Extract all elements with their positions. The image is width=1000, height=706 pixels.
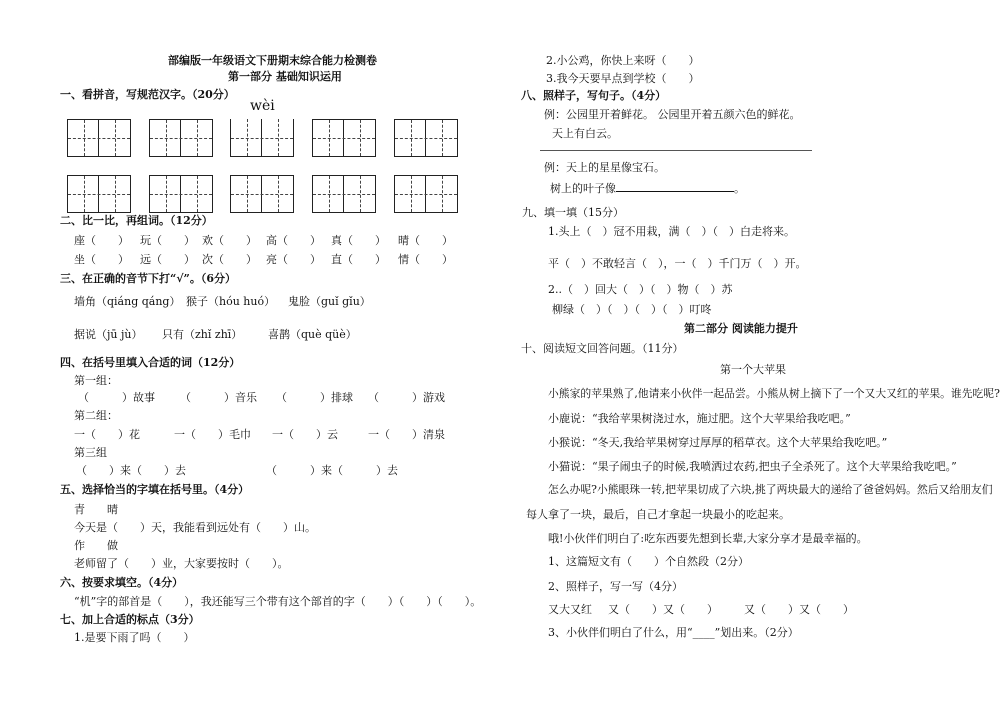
q2-heading: 二、比一比，再组词。（12分） — [60, 214, 213, 227]
q3-item: 喜鹊（què qüè） — [268, 328, 357, 341]
q4-item: 一（ ）云 — [272, 428, 338, 441]
q4-item: （ ）来（ ）去 — [76, 464, 186, 477]
q4-group-label: 第二组： — [74, 409, 118, 422]
q4-item: （ ）排球 — [276, 391, 353, 404]
q2-item: 真（ ） — [331, 234, 386, 247]
writing-grid[interactable] — [149, 175, 213, 213]
q3-item: 据说（jū jù） — [74, 328, 143, 341]
q4-item: （ ）来（ ）去 — [266, 464, 398, 477]
story-paragraph: 小猫说：“果子闹虫子的时候,我喷洒过农药,把虫子全杀死了。这个大苹果给我吃吧。” — [548, 460, 957, 473]
writing-grid[interactable] — [149, 119, 213, 157]
story-paragraph: 怎么办呢?小熊眼珠一转,把苹果切成了六块,挑了两块最大的递给了爸爸妈妈。然后又给朋友们 — [548, 483, 993, 496]
story-paragraph: 小猴说：“冬天,我给苹果树穿过厚厚的稻草衣。这个大苹果给我吃吧。” — [548, 436, 888, 449]
q10-question: 1、这篇短文有（ ）个自然段（2分） — [548, 555, 749, 568]
q9-item: 柳绿（ ）（ ）（ ）（ ）叮咚 — [552, 303, 712, 316]
q6-heading: 六、按要求填空。（4分） — [60, 576, 184, 589]
q8-example: 例：天上的星星像宝石。 — [544, 161, 665, 174]
writing-grid[interactable] — [67, 119, 131, 157]
q10-answer-example: 又大又红 — [548, 603, 592, 616]
q2-item: 次（ ） — [202, 253, 257, 266]
q2-item: 玩（ ） — [140, 234, 195, 247]
q2-item: 座（ ） — [74, 234, 129, 247]
q5-heading: 五、选择恰当的字填在括号里。（4分） — [60, 483, 250, 496]
q3-item: 猴子（hóu huó） — [186, 295, 276, 308]
q8-heading: 八、照样子，写句子。（4分） — [521, 89, 667, 102]
q3-item: 只有（zhǐ zhī） — [162, 328, 243, 341]
q4-item: 一（ ）花 — [74, 428, 140, 441]
q4-item: 一（ ）毛巾 — [174, 428, 251, 441]
writing-grid[interactable] — [394, 175, 458, 213]
q10-question: 2、照样子，写一写（4分） — [548, 580, 683, 593]
q10-answer-blank: 又（ ）又（ ） — [744, 603, 854, 616]
q5-word-choices: 青 晴 — [74, 503, 118, 516]
q2-item: 远（ ） — [140, 253, 195, 266]
story-paragraph: 小鹿说：“我给苹果树浇过水，施过肥。这个大苹果给我吃吧。” — [548, 412, 851, 425]
q4-item: 一（ ）清泉 — [368, 428, 445, 441]
q7-item: 1.是要下雨了吗（ ） — [74, 631, 195, 644]
q4-heading: 四、在括号里填入合适的词（12分） — [60, 356, 241, 369]
q1-pinyin: wèi — [250, 98, 275, 114]
answer-blank[interactable] — [616, 182, 734, 192]
q4-group-label: 第一组： — [74, 374, 118, 387]
q5-word-choices: 作 做 — [74, 539, 118, 552]
q2-item: 晴（ ） — [398, 234, 453, 247]
q10-answer-blank: 又（ ）又（ ） — [608, 603, 718, 616]
writing-grid[interactable] — [312, 175, 376, 213]
page-title: 部编版一年级语文下册期末综合能力检测卷 — [168, 54, 377, 67]
answer-line[interactable] — [540, 150, 812, 151]
q2-item: 情（ ） — [398, 253, 453, 266]
q5-sentence: 今天是（ ）天，我能看到远处有（ ）山。 — [74, 521, 316, 534]
story-title: 第一个大苹果 — [720, 363, 786, 376]
q7-heading: 七、加上合适的标点（3分） — [60, 613, 200, 626]
part1-title: 第一部分 基础知识运用 — [228, 70, 342, 83]
story-paragraph: 小熊家的苹果熟了,他请来小伙伴一起品尝。小熊从树上摘下了一个又大又红的苹果。谁先吃呢? — [548, 387, 1000, 400]
q6-sentence: “机”字的部首是（ ），我还能写三个带有这个部首的字（ ）（ ）（ ）。 — [74, 595, 482, 608]
q4-item: （ ）故事 — [78, 391, 155, 404]
writing-grid[interactable] — [394, 119, 458, 157]
q9-item: 2..（ ）回大（ ）（ ）物（ ）苏 — [548, 283, 733, 296]
q4-group-label: 第三组 — [74, 446, 107, 459]
q4-item: （ ）游戏 — [368, 391, 445, 404]
writing-grid[interactable] — [230, 175, 294, 213]
writing-grid[interactable] — [230, 119, 294, 157]
q3-heading: 三、在正确的音节下打“√”。（6分） — [60, 272, 237, 285]
q10-heading: 十、阅读短文回答问题。（11分） — [521, 342, 684, 355]
q10-question: 3、小伙伴们明白了什么，用“____”划出来。（2分） — [548, 626, 799, 639]
q8-sentence — [550, 180, 745, 196]
q2-item: 亮（ ） — [266, 253, 321, 266]
writing-grid[interactable] — [312, 119, 376, 157]
q2-item: 欢（ ） — [202, 234, 257, 247]
part2-title: 第二部分 阅读能力提升 — [684, 322, 798, 335]
q9-item: 平（ ）不敢轻言（ ），一（ ）千门万（ ）开。 — [548, 257, 807, 270]
q8-sentence: 天上有白云。 — [552, 127, 618, 140]
q7-item: 2.小公鸡，你快上来呀（ ） — [546, 54, 700, 67]
story-paragraph: 每人拿了一块，最后，自己才拿起一块最小的吃起来。 — [526, 508, 790, 521]
q3-item: 鬼脸（guǐ gǐu） — [288, 295, 371, 308]
writing-grid[interactable] — [67, 175, 131, 213]
story-paragraph: 哦!小伙伴们明白了:吃东西要先想到长辈,大家分享才是最幸福的。 — [548, 532, 868, 545]
q8-sentence-text: 树上的叶子像 — [550, 182, 616, 195]
q2-item: 直（ ） — [331, 253, 386, 266]
q4-item: （ ）音乐 — [180, 391, 257, 404]
q8-example: 例：公园里开着鲜花。 公园里开着五颜六色的鲜花。 — [544, 108, 801, 121]
q7-item: 3.我今天要早点到学校（ ） — [546, 72, 700, 85]
q5-sentence: 老师留了（ ）业，大家要按时（ ）。 — [74, 557, 289, 570]
q9-heading: 九、填一填（15分） — [522, 206, 624, 219]
q3-item: 墙角（qiáng qáng） — [74, 295, 181, 308]
q2-item: 坐（ ） — [74, 253, 129, 266]
q2-item: 高（ ） — [266, 234, 321, 247]
q8-sentence-end: 。 — [734, 182, 745, 195]
q1-heading: 一、看拼音，写规范汉字。（20分） — [60, 88, 235, 101]
q9-item: 1.头上（ ）冠不用栽，满（ ）（ ）白走将来。 — [548, 225, 795, 238]
